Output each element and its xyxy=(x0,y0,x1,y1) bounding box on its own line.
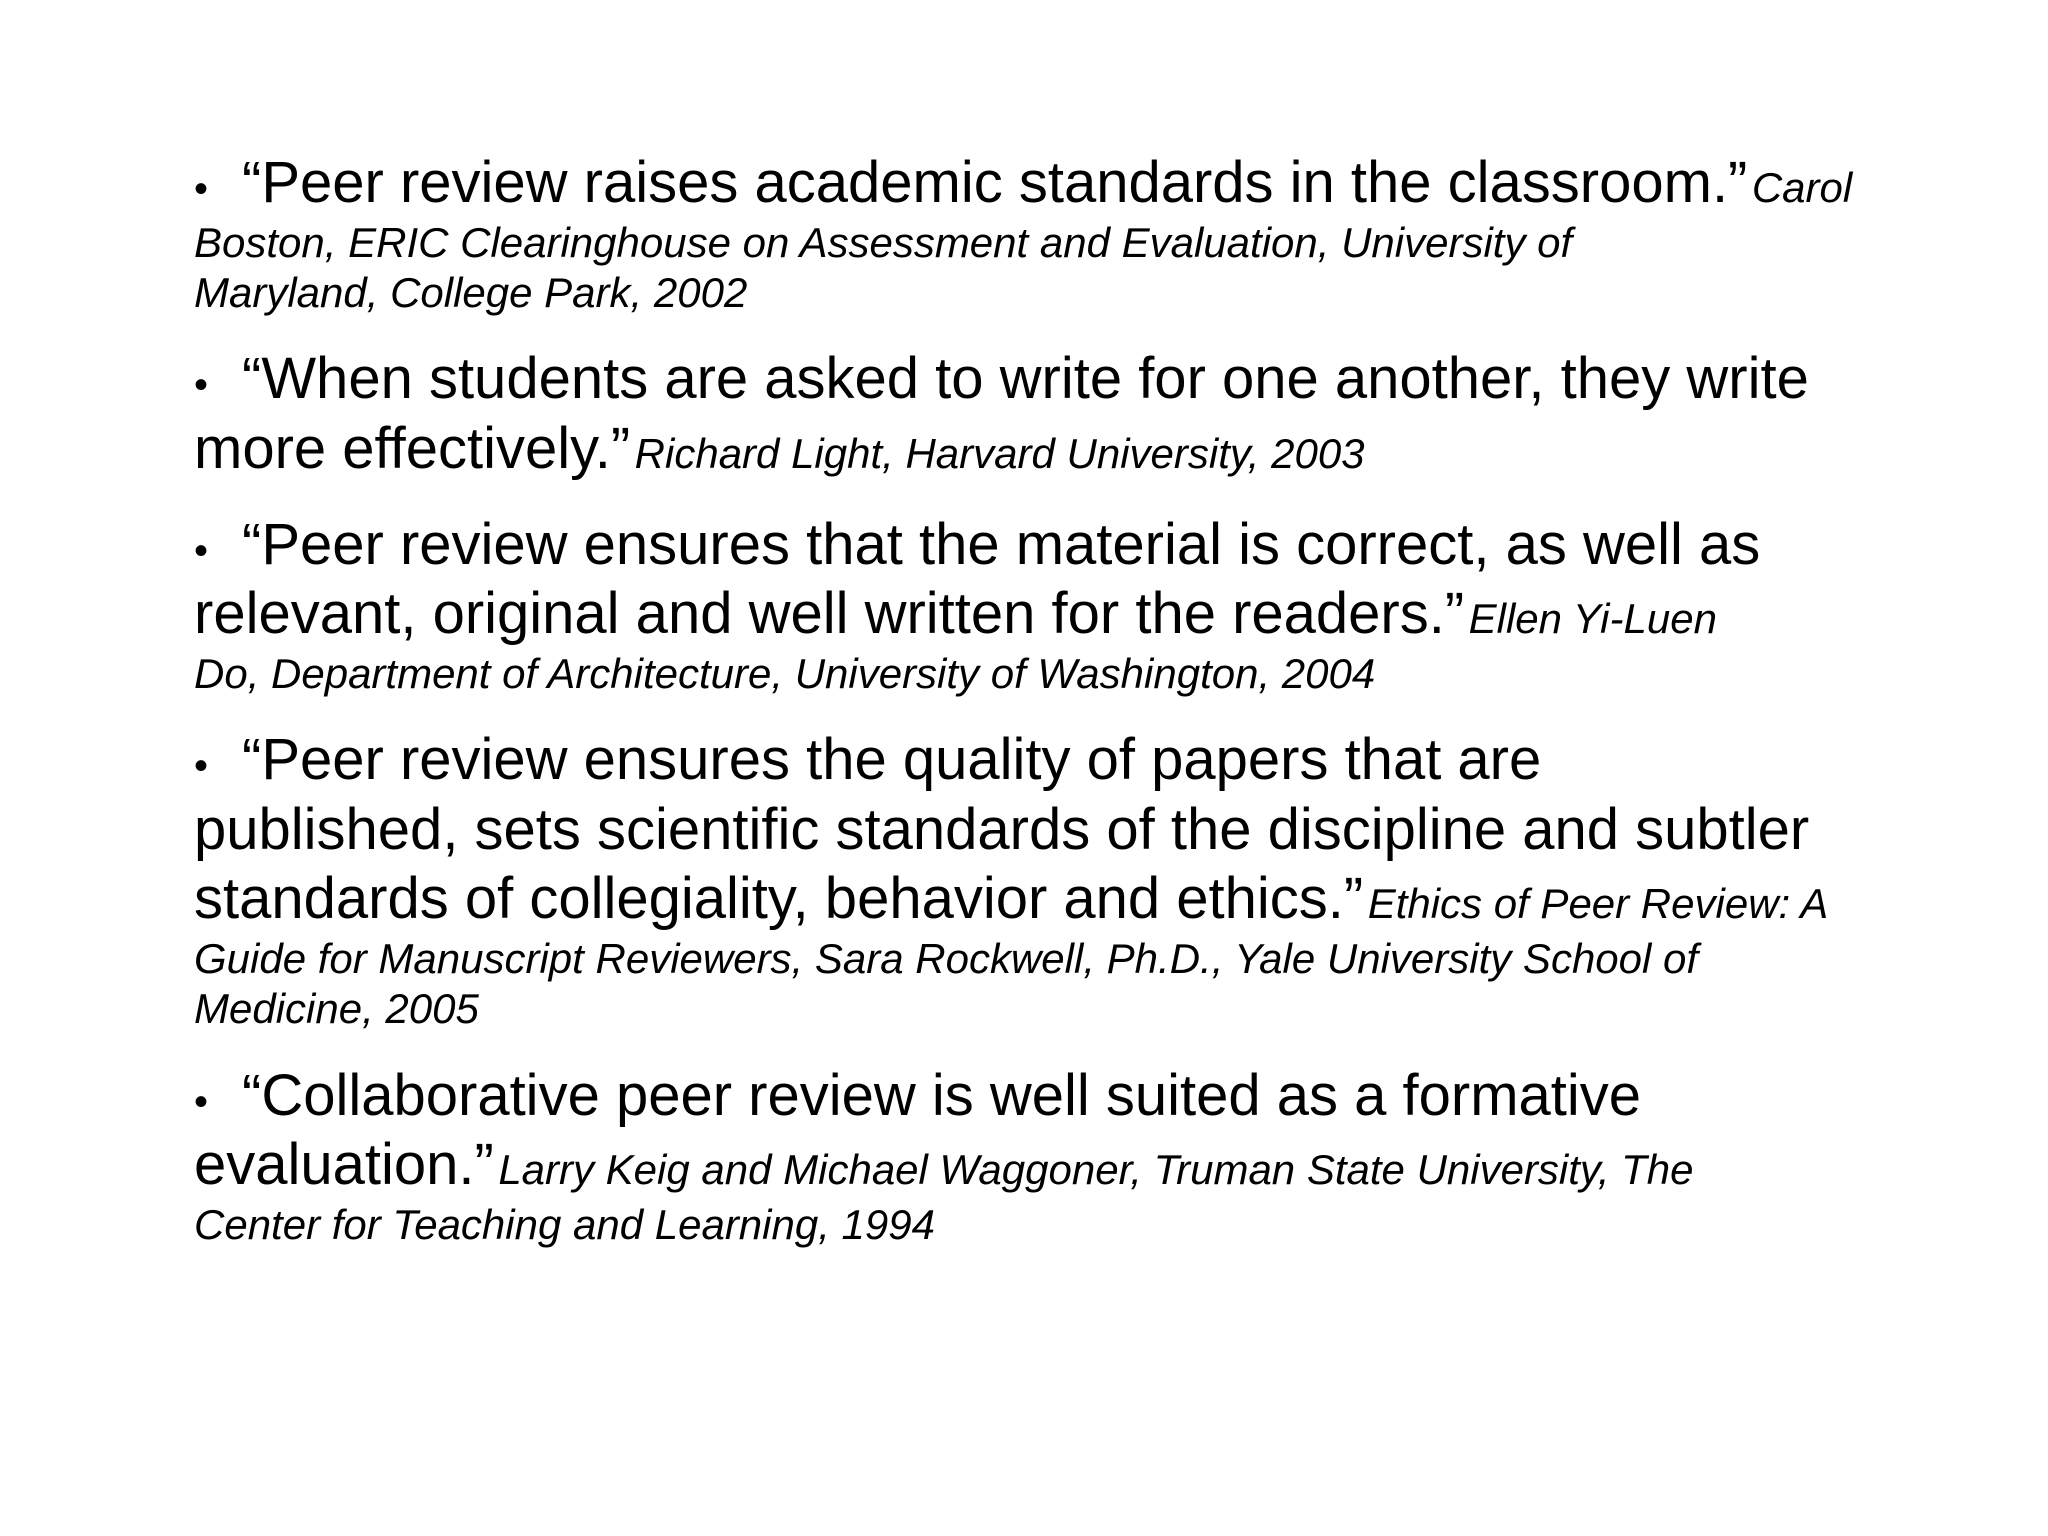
quote-text: relevant, original and well written for the readers.” xyxy=(194,581,1465,647)
quote-citation: Ellen Yi-Luen xyxy=(1468,595,1717,643)
quote-citation: Ethics of Peer Review: A xyxy=(1367,880,1829,928)
quote-item-4 xyxy=(194,725,1894,1035)
quote-item-2 xyxy=(194,344,1894,483)
quote-item-1 xyxy=(194,148,1894,318)
quote-citation: Carol xyxy=(1751,164,1853,211)
quote-citation: Richard Light, Harvard University, 2003 xyxy=(634,429,1365,477)
bullet-icon: • xyxy=(194,363,209,408)
quote-citation: Center for Teaching and Learning, 1994 xyxy=(194,1200,935,1248)
quote-citation: Do, Department of Architecture, University of Washington, 2004 xyxy=(194,649,1376,697)
quote-item-5 xyxy=(194,1061,1894,1251)
quote-text: “When students are asked to write for one another, they write xyxy=(242,346,1809,412)
quote-text: evaluation.” xyxy=(194,1132,494,1198)
quote-text: “Peer review ensures that the material is correct, as well as xyxy=(242,511,1761,577)
bullet-icon: • xyxy=(194,744,209,789)
quote-item-3 xyxy=(194,510,1894,700)
quote-citation: Maryland, College Park, 2002 xyxy=(194,268,748,316)
quote-text: “Peer review raises academic standards in the classroom.” xyxy=(242,150,1748,215)
bullet-icon: • xyxy=(194,1079,209,1124)
quote-text: standards of collegiality, behavior and ethics.” xyxy=(194,866,1364,932)
quote-text: published, sets scientific standards of the discipline and subtler xyxy=(194,796,1810,862)
quote-text: more effectively.” xyxy=(194,415,631,481)
quote-citation: Larry Keig and Michael Waggoner, Truman State University, The xyxy=(498,1146,1694,1194)
slide-content xyxy=(194,148,1894,1276)
quote-citation: Medicine, 2005 xyxy=(194,985,479,1033)
quote-citation: Boston, ERIC Clearinghouse on Assessment and Evaluation, University of xyxy=(194,218,1573,266)
bullet-icon: • xyxy=(194,528,209,573)
quote-text: “Peer review ensures the quality of papers that are xyxy=(242,727,1542,793)
quote-citation: Guide for Manuscript Reviewers, Sara Rockwell, Ph.D., Yale University School of xyxy=(194,934,1699,982)
bullet-icon: • xyxy=(194,167,209,211)
quote-text: “Collaborative peer review is well suited as a formative xyxy=(242,1062,1642,1128)
